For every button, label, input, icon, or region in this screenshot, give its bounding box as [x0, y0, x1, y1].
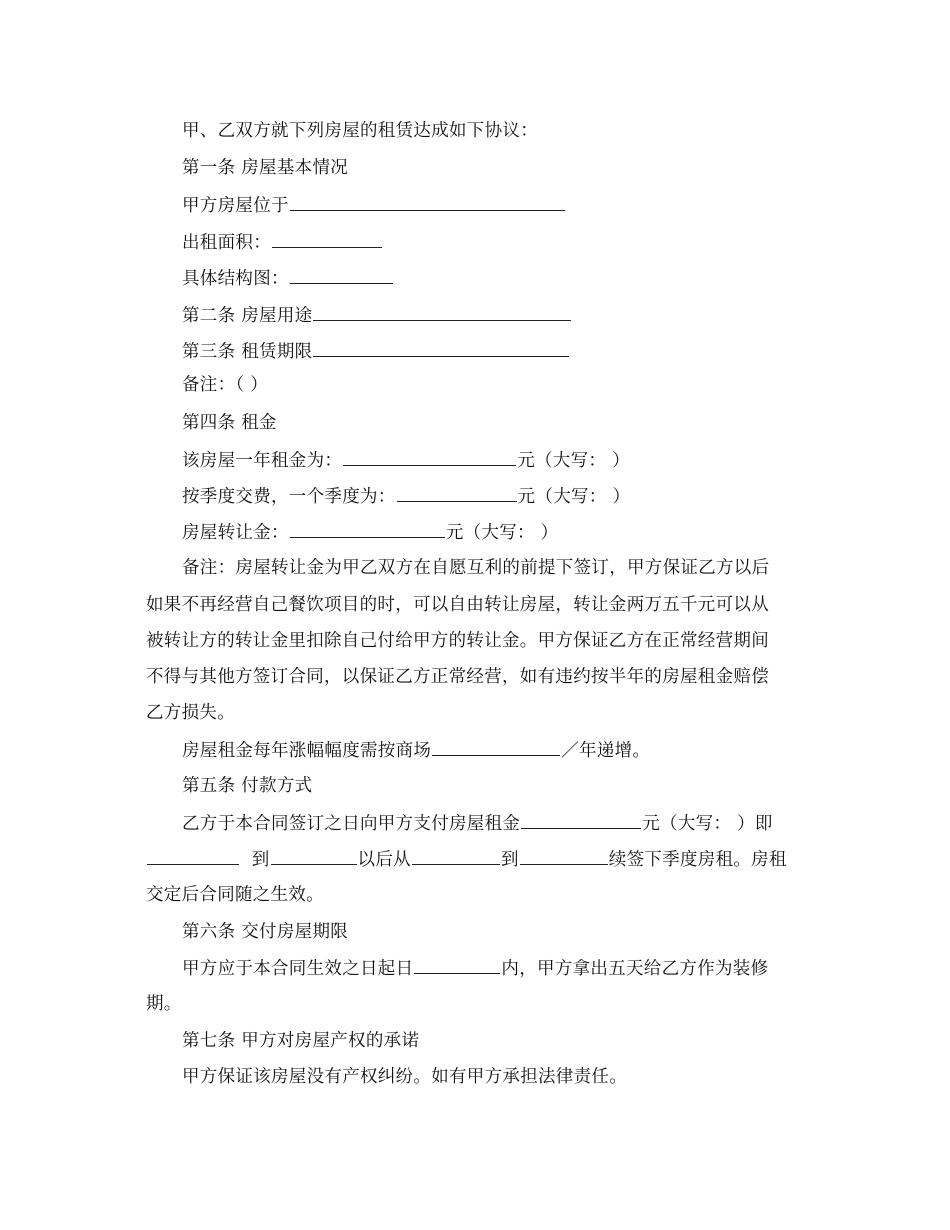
- delivery-label: 甲方应于本合同生效之日起日: [182, 959, 414, 979]
- payment-amount-blank: [521, 812, 641, 829]
- delivery-line-1: [146, 957, 842, 980]
- payment-to-blank-2: [520, 848, 608, 865]
- rent-increase-label: 房屋租金每年涨幅幅度需按商场: [182, 741, 432, 761]
- payment-to-blank: [271, 848, 357, 865]
- area-blank: [272, 231, 382, 248]
- transfer-note-line-1: [146, 557, 842, 579]
- location-label: 甲方房屋位于: [182, 196, 289, 216]
- article-2-line: [146, 304, 842, 327]
- payment-line-3: [146, 884, 806, 906]
- delivery-text: 内，甲方拿出五天给乙方作为装修: [501, 959, 769, 979]
- transfer-note-line-5: [146, 702, 806, 724]
- payment-to-word: 到: [251, 850, 270, 870]
- quarterly-fee-line: [146, 485, 842, 508]
- transfer-note-text-5: 乙方损失。: [146, 703, 235, 723]
- note-line: [146, 374, 842, 396]
- article-6-title: 第六条 交付房屋期限: [182, 922, 349, 942]
- intro-line: [146, 120, 842, 142]
- payment-effective-text: 交定后合同随之生效。: [146, 885, 324, 905]
- annual-rent-line: [146, 449, 842, 472]
- payment-after-blank: [412, 848, 500, 865]
- delivery-line-2: [146, 993, 806, 1015]
- article-7-heading: [146, 1030, 842, 1052]
- transfer-fee-unit: 元（大写： ）: [445, 523, 559, 543]
- transfer-fee-label: 房屋转让金：: [182, 523, 289, 543]
- transfer-note-text-1: 备注：房屋转让金为甲乙双方在自愿互利的前提下签订，甲方保证乙方以后: [182, 558, 770, 578]
- intro-text: 甲、乙双方就下列房屋的租赁达成如下协议：: [182, 121, 538, 141]
- payment-unit: 元（大写： ）即: [642, 814, 773, 834]
- rent-increase-unit: ／年递增。: [561, 741, 651, 761]
- article-7-title: 第七条 甲方对房屋产权的承诺: [182, 1031, 420, 1051]
- quarterly-fee-unit: 元（大写： ）: [517, 487, 631, 507]
- note-text: 备注：（ ）: [182, 375, 269, 395]
- payment-label: 乙方于本合同签订之日向甲方支付房屋租金: [182, 814, 521, 834]
- quarterly-fee-blank: [397, 485, 517, 502]
- structure-label: 具体结构图：: [182, 269, 289, 289]
- annual-rent-label: 该房屋一年租金为：: [182, 451, 343, 471]
- structure-blank: [290, 267, 393, 284]
- payment-line-1: [146, 812, 842, 835]
- annual-rent-unit: 元（大写： ）: [517, 451, 630, 471]
- usage-blank: [313, 304, 571, 321]
- structure-line: [146, 267, 842, 290]
- article-5-heading: [146, 775, 842, 797]
- article-6-heading: [146, 921, 842, 943]
- transfer-note-text-4: 不得与其他方签订合同，以保证乙方正常经营，如有违约按半年的房屋租金赔偿: [146, 667, 769, 687]
- term-blank: [313, 340, 569, 357]
- article-4-title: 第四条 租金: [182, 413, 277, 433]
- rent-increase-line: [146, 739, 842, 762]
- article-3-title: 第三条 租赁期限: [182, 342, 313, 362]
- article-1-title: 第一条 房屋基本情况: [182, 158, 349, 178]
- location-blank: [290, 194, 565, 211]
- location-line: [146, 194, 842, 217]
- transfer-note-text-2: 如果不再经营自己餐饮项目的时，可以自由转让房屋，转让金两万五千元可以从: [146, 595, 769, 615]
- transfer-fee-line: [146, 521, 842, 544]
- rent-increase-blank: [432, 739, 560, 756]
- article-4-heading: [146, 412, 842, 434]
- transfer-fee-blank: [290, 521, 445, 538]
- payment-to-word-2: 到: [500, 850, 519, 870]
- transfer-note-text-3: 被转让方的转让金里扣除自己付给甲方的转让金。甲方保证乙方在正常经营期间: [146, 631, 769, 651]
- article-1-heading: [146, 157, 842, 179]
- annual-rent-blank: [343, 449, 516, 466]
- transfer-note-line-2: [146, 594, 806, 616]
- transfer-note-line-3: [146, 630, 806, 652]
- payment-from-blank: [147, 848, 239, 865]
- quarterly-fee-label: 按季度交费，一个季度为：: [182, 487, 396, 507]
- payment-renew-text: 续签下季度房租。房租: [608, 850, 787, 870]
- article-3-line: [146, 340, 842, 363]
- area-label: 出租面积：: [182, 233, 271, 253]
- article-5-title: 第五条 付款方式: [182, 776, 313, 796]
- article-2-title: 第二条 房屋用途: [182, 306, 313, 326]
- payment-after-word: 以后从: [357, 850, 411, 870]
- delivery-days-blank: [414, 957, 500, 974]
- transfer-note-line-4: [146, 666, 806, 688]
- payment-line-2: [146, 848, 806, 871]
- area-line: [146, 231, 842, 254]
- ownership-text: 甲方保证该房屋没有产权纠纷。如有甲方承担法律责任。: [182, 1067, 627, 1087]
- delivery-text-end: 期。: [146, 994, 182, 1014]
- ownership-line: [146, 1066, 842, 1088]
